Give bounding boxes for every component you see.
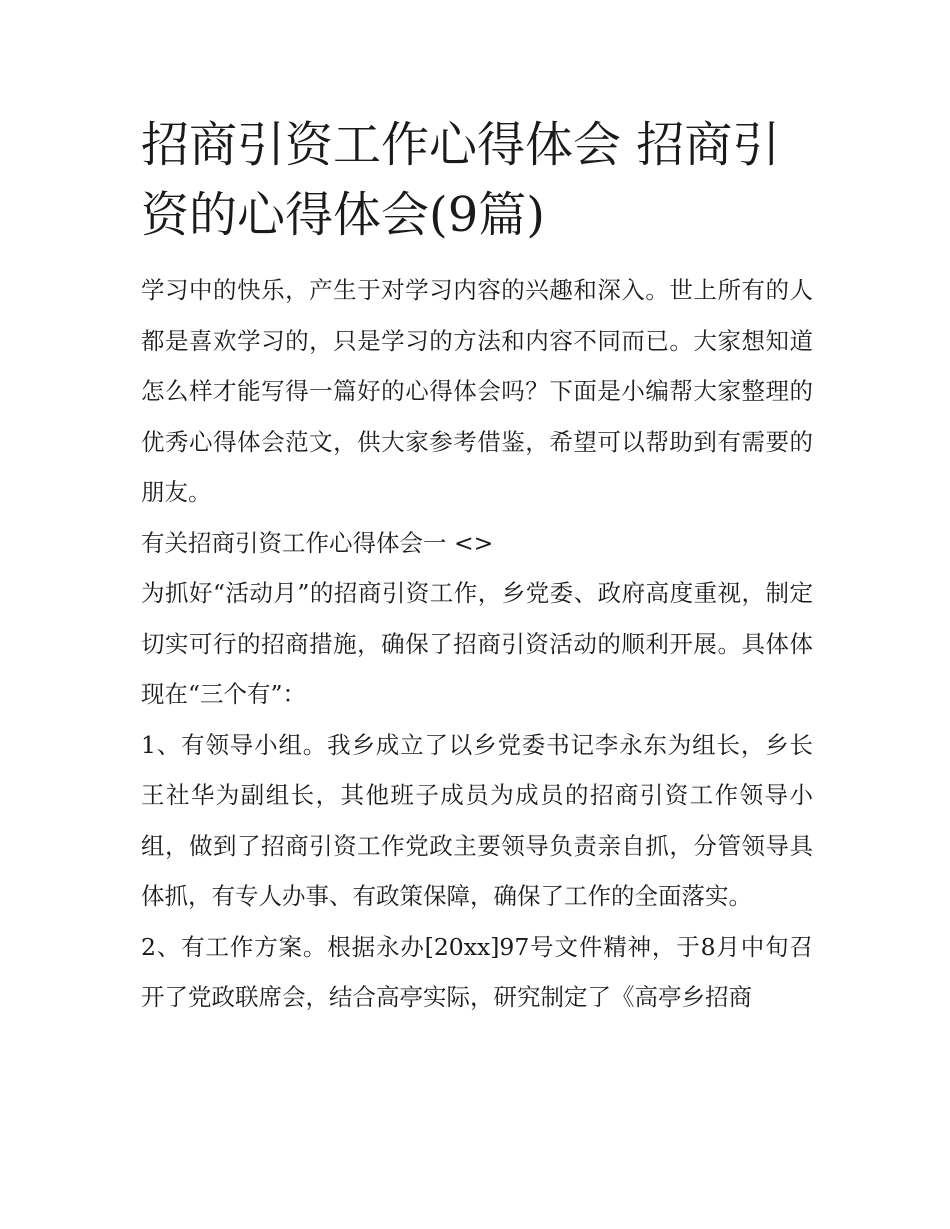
body-paragraph: 为抓好“活动月”的招商引资工作，乡党委、政府高度重视，制定切实可行的招商措施，确保了招商引资活动的顺利开展。具体体现在“三个有”： (141, 579, 813, 708)
list-item-1: 1、有领导小组。我乡成立了以乡党委书记李永东为组长，乡长王社华为副组长，其他班子成员为成员的招商引资工作领导小组，做到了招商引资工作党政主要领导负责亲自抓，分管领导具体抓，有专人办事、有政策保障，确保了工作的全面落实。 (141, 730, 813, 910)
document-body (141, 265, 813, 1023)
document-title: 招商引资工作心得体会 招商引资的心得体会(9篇) (141, 117, 781, 243)
list-item-2: 2、有工作方案。根据永办[20xx]97号文件精神，于8月中旬召开了党政联席会，结合高亭实际，研究制定了《高亭乡招商 (141, 932, 813, 1011)
intro-paragraph: 学习中的快乐，产生于对学习内容的兴趣和深入。世上所有的人都是喜欢学习的，只是学习的方法和内容不同而已。大家想知道怎么样才能写得一篇好的心得体会吗？下面是小编帮大家整理的优秀心得体会范文，供大家参考借鉴，希望可以帮助到有需要的朋友。 (141, 276, 813, 506)
document-page (141, 110, 813, 1023)
section-heading: 有关招商引资工作心得体会一 <> (141, 528, 494, 557)
